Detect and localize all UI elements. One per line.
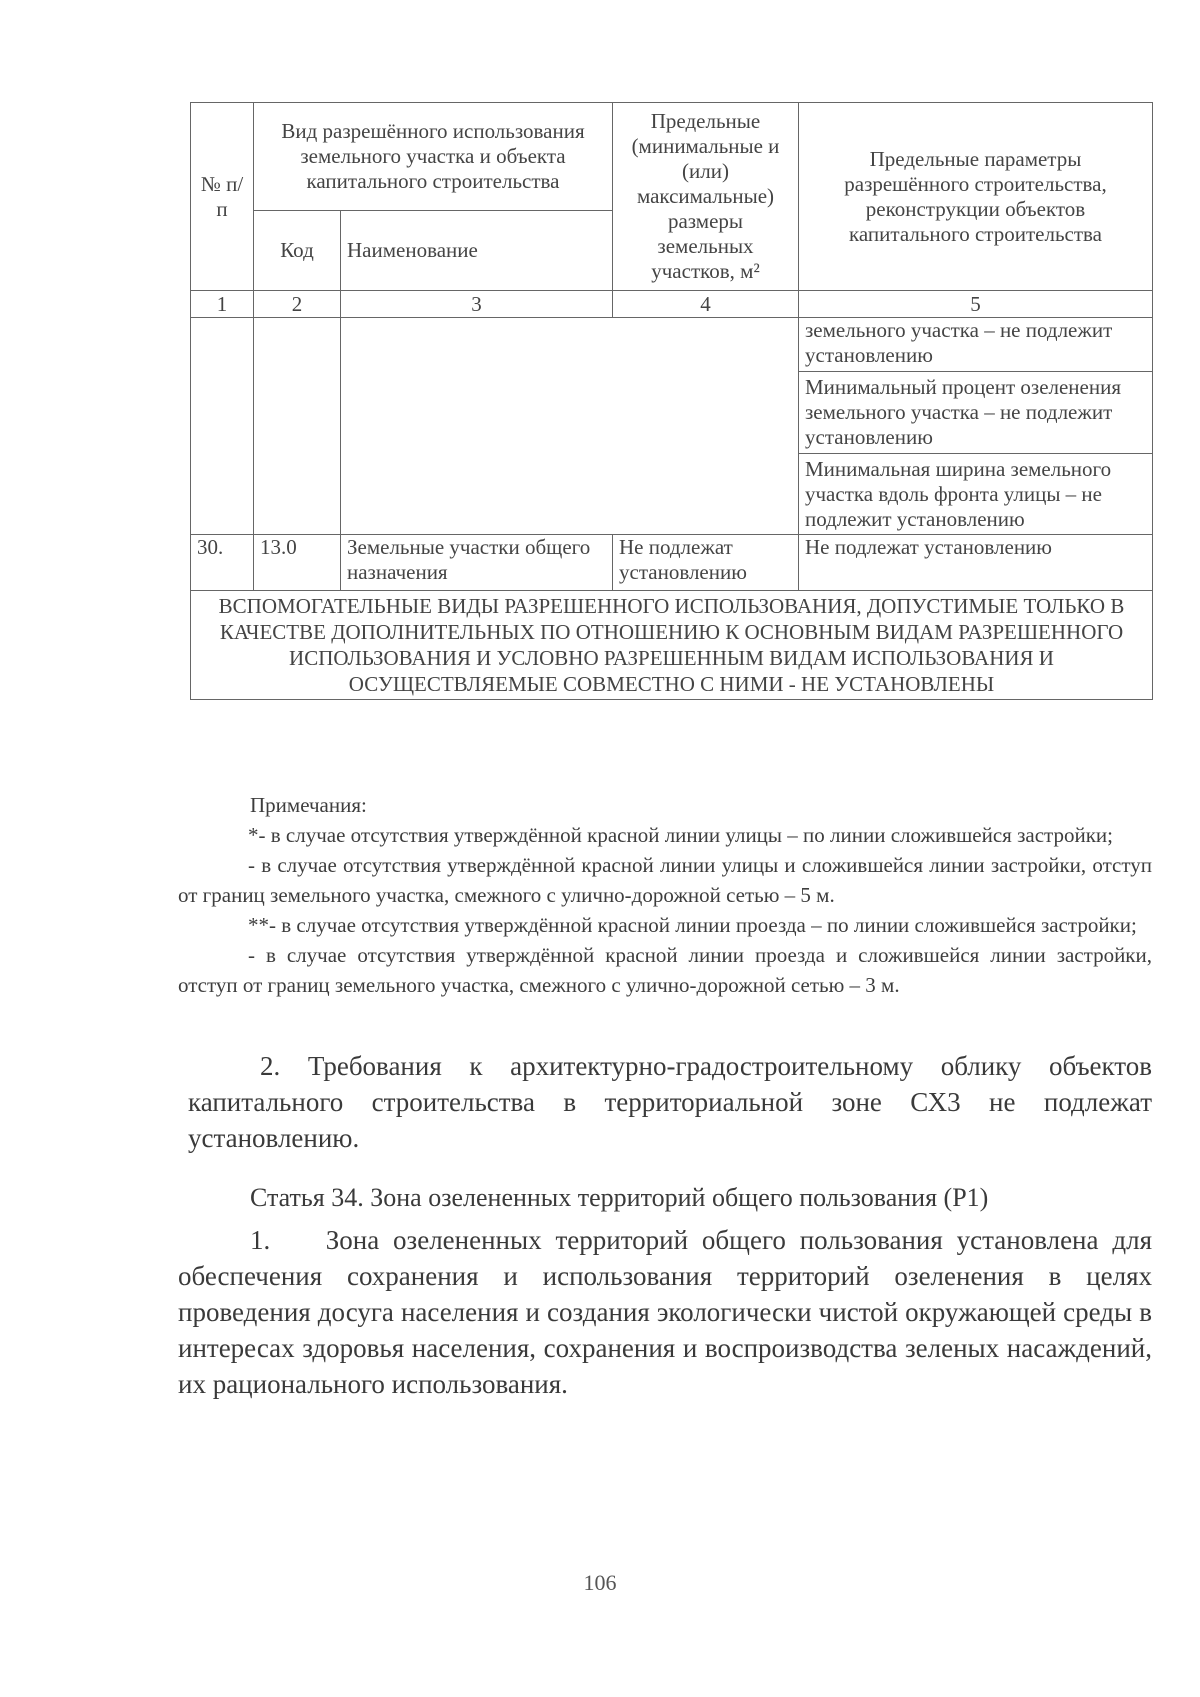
index-cell: 2	[254, 291, 341, 318]
index-row	[191, 291, 1153, 318]
header-vid: Вид разрешённого использования земельного участка и объекта капитального строительства	[254, 103, 613, 211]
zoning-table	[190, 102, 1153, 700]
paragraph-2: 2. Требования к архитектурно-градостроительному облику объектов капитального строительства в территориальной зоне СХ3 не подлежат установлению.	[188, 1051, 1152, 1153]
row-params: Не подлежат установлению	[799, 535, 1153, 591]
header-code: Код	[254, 211, 341, 291]
note-item: **- в случае отсутствия утверждённой красной линии проезда – по линии сложившейся застройки;	[248, 913, 1137, 937]
article-paragraph-1: 1. Зона озелененных территорий общего пользования установлена для обеспечения сохранения и использования территорий озеленения в целях проведения досуга населения и создания экологически чистой окружающей среды в интересах здоровья населения, сохранения и воспроизводства зеленых насаждений, их рационального использования.	[178, 1225, 1152, 1399]
article-title: Статья 34. Зона озелененных территорий общего пользования (Р1)	[250, 1183, 989, 1212]
notes-title: Примечания:	[250, 793, 367, 817]
notes-block	[178, 790, 1152, 1000]
row-num: 30.	[191, 535, 254, 591]
note-item: - в случае отсутствия утверждённой красной линии проезда и сложившейся линии застройки, отступ от границ земельного участка, смежного с улично-дорожной сетью – 3 м.	[178, 943, 1152, 997]
index-cell: 1	[191, 291, 254, 318]
index-cell: 4	[613, 291, 799, 318]
note-item: - в случае отсутствия утверждённой красной линии улицы и сложившейся линии застройки, отступ от границ земельного участка, смежного с улично-дорожной сетью – 5 м.	[178, 853, 1152, 907]
index-cell: 3	[341, 291, 613, 318]
row-size: Не подлежат установлению	[613, 535, 799, 591]
row-name: Земельные участки общего назначения	[341, 535, 613, 591]
header-size: Предельные (минимальные и (или) максимальные) размеры земельных участков, м²	[613, 103, 799, 291]
param-line: Минимальная ширина земельного участка вдоль фронта улицы – не подлежит установлению	[805, 457, 1112, 531]
param-line: Минимальный процент озеленения земельного участка – не подлежит установлению	[799, 372, 1152, 454]
note-item: *- в случае отсутствия утверждённой красной линии улицы – по линии сложившейся застройки;	[248, 823, 1113, 847]
aux-row	[191, 591, 1153, 700]
continuation-row	[191, 318, 1153, 535]
table-row	[191, 535, 1153, 591]
row-code: 13.0	[254, 535, 341, 591]
page-number: 106	[583, 1570, 617, 1595]
header-name: Наименование	[341, 211, 613, 291]
index-cell: 5	[799, 291, 1153, 318]
param-line: земельного участка – не подлежит установлению	[799, 318, 1152, 372]
header-params: Предельные параметры разрешённого строительства, реконструкции объектов капитального строительства	[799, 103, 1153, 291]
aux-text: ВСПОМОГАТЕЛЬНЫЕ ВИДЫ РАЗРЕШЕННОГО ИСПОЛЬЗОВАНИЯ, ДОПУСТИМЫЕ ТОЛЬКО В КАЧЕСТВЕ ДОПОЛНИТЕЛЬНЫХ ПО ОТНОШЕНИЮ К ОСНОВНЫМ ВИДАМ РАЗРЕШЕННОГО ИСПОЛЬЗОВАНИЯ И УСЛОВНО РАЗРЕШЕННЫМ ВИДАМ ИСПОЛЬЗОВАНИЯ И ОСУЩЕСТВЛЯЕМЫЕ СОВМЕСТНО С НИМИ - НЕ УСТАНОВЛЕНЫ	[191, 591, 1153, 700]
header-num: № п/п	[191, 103, 254, 291]
